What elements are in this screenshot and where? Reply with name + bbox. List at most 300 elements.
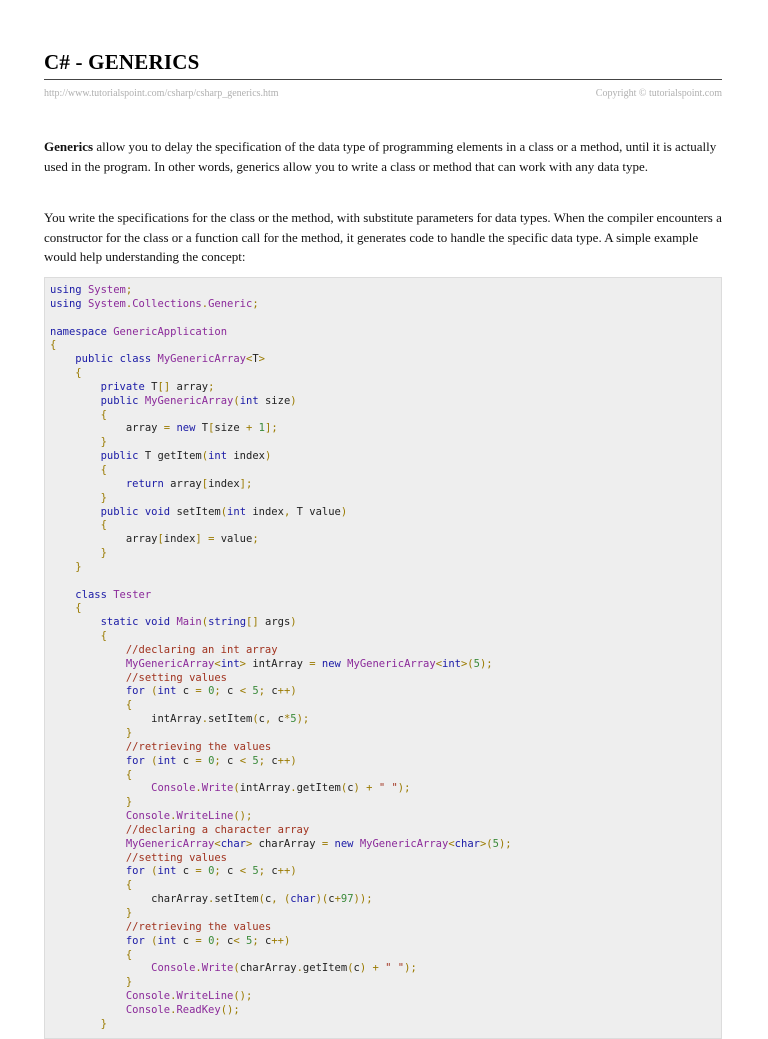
code-token: <	[239, 685, 247, 698]
code-line	[50, 478, 721, 492]
code-line	[50, 727, 721, 741]
code-token: class	[75, 588, 107, 601]
code-line	[50, 893, 721, 907]
code-token: 5	[290, 713, 297, 726]
explanation-paragraph: You write the specifications for the class or the method, with substitute parameters for data types. When the compiler encounters a constructor for the class or a function call for the method, it generates code to handle the specific data type. A simple example would help understanding the concept:	[44, 210, 722, 264]
code-token: 0	[208, 754, 215, 767]
code-token: c	[265, 865, 278, 878]
code-token: Console	[125, 1003, 171, 1016]
code-token	[50, 478, 126, 490]
code-line	[50, 298, 721, 312]
code-token	[50, 436, 101, 448]
code-token: =	[195, 685, 202, 698]
code-token	[50, 699, 126, 711]
code-token	[50, 769, 126, 781]
code-token: ;	[258, 685, 266, 698]
code-token: array	[50, 422, 164, 435]
code-token: c	[220, 685, 240, 698]
code-line	[50, 962, 721, 976]
code-token: 5	[492, 837, 499, 850]
code-token: (	[151, 685, 158, 698]
code-token: //retrieving the values	[125, 740, 272, 753]
code-token	[50, 796, 126, 808]
code-token: c	[347, 782, 354, 795]
code-token: )(	[315, 893, 329, 906]
code-token: ;	[214, 754, 221, 767]
code-token: int	[220, 657, 240, 670]
code-token: }	[125, 727, 133, 739]
code-token: );	[479, 657, 493, 670]
code-line	[50, 907, 721, 921]
code-line	[50, 1018, 721, 1032]
code-line	[50, 976, 721, 990]
code-token: char	[220, 837, 246, 850]
code-token: 0	[208, 865, 215, 878]
code-token	[50, 672, 126, 684]
code-token: []	[157, 380, 171, 393]
code-line	[50, 949, 721, 963]
code-token: {	[50, 339, 57, 352]
code-token: index	[208, 477, 240, 490]
code-line	[50, 353, 721, 367]
code-token: >	[246, 837, 253, 850]
code-token: Write	[201, 782, 234, 795]
code-token: charArray	[239, 962, 297, 975]
code-token: 5	[252, 685, 259, 698]
code-token: (	[151, 754, 158, 767]
code-token: value	[214, 533, 253, 546]
code-token: <	[448, 837, 455, 850]
code-token: (	[151, 865, 158, 878]
code-token	[50, 450, 101, 462]
code-token: (	[347, 962, 354, 975]
code-token: " "	[385, 962, 405, 975]
code-token: new	[334, 837, 354, 850]
code-token: 5	[473, 657, 480, 670]
code-token: T	[252, 353, 259, 366]
code-token: }	[100, 1017, 107, 1030]
code-token: //setting values	[125, 851, 228, 864]
code-token	[50, 935, 126, 947]
code-token: 5	[252, 754, 259, 767]
code-token: c	[258, 713, 265, 726]
code-token: (	[233, 394, 240, 407]
code-token	[50, 755, 126, 767]
code-token	[50, 865, 126, 877]
code-token: {	[100, 408, 107, 421]
code-token: .	[201, 713, 209, 726]
code-token: int	[227, 505, 247, 518]
code-token	[50, 976, 126, 988]
code-token: );	[404, 962, 417, 975]
code-token	[50, 1004, 126, 1016]
code-token: <	[239, 865, 247, 878]
code-token: .	[170, 1003, 177, 1016]
code-token: ,	[271, 893, 278, 906]
code-line	[50, 824, 721, 838]
code-token	[50, 852, 126, 864]
code-token: for	[125, 754, 145, 767]
code-token: .	[296, 962, 303, 975]
code-token: >	[239, 657, 246, 670]
code-token	[50, 353, 75, 365]
code-token: (	[233, 962, 240, 975]
code-token: ();	[233, 810, 253, 823]
code-line	[50, 644, 721, 658]
code-token	[50, 921, 126, 933]
code-token: size	[214, 422, 247, 435]
code-line	[50, 533, 721, 547]
code-token: MyGenericArray	[144, 394, 234, 407]
code-token: {	[100, 630, 107, 643]
code-token: static	[100, 616, 139, 629]
code-line	[50, 879, 721, 893]
code-token: //declaring a character array	[125, 823, 310, 836]
code-token: MyGenericArray	[359, 837, 449, 850]
code-token: )	[340, 505, 348, 518]
code-token: intArray	[246, 657, 310, 670]
code-token: public	[100, 450, 139, 463]
code-token: Tester	[113, 588, 152, 601]
code-token	[50, 824, 126, 836]
code-token: =	[163, 422, 171, 435]
code-line	[50, 685, 721, 699]
code-line	[50, 630, 721, 644]
code-token	[50, 589, 75, 601]
code-token: int	[157, 754, 177, 767]
code-line	[50, 436, 721, 450]
code-token: class	[119, 353, 152, 366]
code-line	[50, 339, 721, 353]
code-token: MyGenericArray	[125, 837, 215, 850]
code-token: [	[208, 422, 215, 435]
code-token: using	[50, 284, 82, 296]
code-token	[50, 727, 126, 739]
code-line	[50, 409, 721, 423]
code-token: c	[220, 754, 240, 767]
code-token: namespace	[50, 325, 107, 338]
code-line	[50, 741, 721, 755]
code-token: 97	[340, 893, 354, 906]
code-token: ));	[353, 893, 373, 906]
code-token: T value	[290, 505, 341, 518]
code-token: .	[170, 990, 177, 1003]
code-token	[50, 561, 75, 573]
code-line	[50, 589, 721, 603]
code-token: System	[87, 284, 126, 296]
code-token: (	[233, 782, 240, 795]
code-token: intArray	[239, 782, 291, 795]
intro-paragraph	[44, 137, 722, 176]
code-token: .	[290, 782, 297, 795]
code-token: c	[271, 713, 284, 726]
code-token: c	[176, 685, 196, 698]
code-token: void	[144, 616, 171, 629]
code-token	[50, 685, 126, 697]
code-line	[50, 1004, 721, 1018]
code-token: MyGenericArray	[347, 657, 436, 670]
code-token: Write	[201, 962, 234, 975]
code-token: (	[201, 450, 209, 463]
code-token: .	[125, 297, 133, 310]
page-title: C# - GENERICS	[44, 50, 200, 74]
code-token: ];	[265, 422, 278, 435]
code-token: .	[195, 962, 202, 975]
code-line	[50, 769, 721, 783]
code-token: ];	[239, 477, 253, 490]
code-line	[50, 284, 721, 298]
code-token: )	[290, 394, 297, 407]
code-token	[50, 367, 75, 379]
code-token: System	[87, 297, 126, 310]
code-token: ;	[252, 934, 259, 947]
code-token: c	[265, 754, 278, 767]
code-line	[50, 492, 721, 506]
code-line	[50, 838, 721, 852]
code-line	[50, 990, 721, 1004]
code-token: public	[75, 353, 114, 366]
code-token	[50, 381, 101, 393]
code-token: //declaring an int array	[125, 643, 278, 656]
code-token: 1	[258, 422, 265, 435]
code-token: private	[100, 380, 145, 393]
code-token: )	[353, 782, 360, 795]
code-token: =	[321, 837, 329, 850]
code-token: {	[125, 879, 133, 892]
code-token: GenericApplication	[113, 325, 228, 338]
code-token	[50, 630, 101, 642]
code-line	[50, 852, 721, 866]
code-token: Generic	[208, 297, 253, 310]
code-token: charArray	[50, 893, 209, 906]
code-line	[50, 506, 721, 520]
title-divider	[44, 79, 722, 80]
code-token	[50, 409, 101, 421]
code-token: charArray	[252, 837, 322, 850]
source-url[interactable]: http://www.tutorialspoint.com/csharp/csharp_generics.htm	[44, 88, 279, 99]
code-token: T getItem	[138, 450, 202, 463]
page-meta	[44, 88, 722, 99]
code-token: c	[176, 865, 196, 878]
code-token: <	[214, 657, 221, 670]
code-token: setItem	[170, 505, 221, 518]
code-token: Collections	[132, 297, 202, 310]
code-token: <	[435, 657, 443, 670]
code-token	[50, 519, 101, 531]
code-token: }	[125, 796, 133, 809]
code-line	[50, 699, 721, 713]
code-token: .	[208, 893, 215, 906]
code-token: ;	[214, 865, 221, 878]
code-token: ++)	[277, 685, 297, 698]
code-token: [	[157, 533, 164, 546]
code-token: int	[442, 657, 461, 670]
code-token: (	[340, 782, 348, 795]
code-token: c	[220, 934, 234, 947]
code-token: string	[208, 616, 247, 629]
code-token: =	[309, 657, 316, 670]
code-token	[50, 990, 126, 1002]
code-token: char	[454, 837, 480, 850]
code-token: ReadKey	[176, 1003, 221, 1016]
code-token: int	[157, 685, 177, 698]
code-line	[50, 312, 721, 326]
code-token	[50, 962, 151, 974]
code-token: c	[176, 754, 196, 767]
code-token: (	[283, 893, 291, 906]
code-token: +	[366, 782, 373, 795]
code-token: (	[220, 505, 228, 518]
code-token	[50, 464, 101, 476]
code-token: .	[201, 297, 209, 310]
code-token	[50, 810, 126, 822]
code-token: c	[264, 893, 272, 906]
code-token: {	[75, 367, 82, 380]
code-token: new	[176, 422, 196, 435]
code-token	[50, 506, 101, 518]
code-token: ;	[214, 685, 221, 698]
code-token: 5	[246, 934, 253, 947]
code-token	[50, 492, 101, 504]
code-token: ;	[125, 284, 133, 296]
code-token: *	[283, 713, 291, 726]
code-line	[50, 547, 721, 561]
code-token: {	[125, 948, 133, 961]
code-token: args	[258, 616, 291, 629]
code-line	[50, 464, 721, 478]
code-token: .	[195, 782, 202, 795]
code-token: WriteLine	[176, 990, 234, 1003]
code-token: {	[125, 768, 133, 781]
code-block	[44, 277, 722, 1039]
code-token: " "	[378, 782, 398, 795]
code-line	[50, 810, 721, 824]
code-line	[50, 921, 721, 935]
code-token: for	[125, 685, 145, 698]
code-token: {	[125, 699, 133, 712]
code-token: >	[258, 353, 265, 366]
code-token: }	[125, 906, 133, 919]
code-token: }	[100, 547, 107, 560]
code-token: ;	[252, 297, 259, 310]
code-token: }	[100, 436, 107, 449]
code-line	[50, 672, 721, 686]
code-token	[50, 949, 126, 961]
code-token: ;	[258, 865, 266, 878]
code-token: c	[328, 893, 335, 906]
code-token: array	[170, 380, 209, 393]
code-token	[50, 644, 126, 656]
code-token: ();	[220, 1003, 240, 1016]
code-token: (	[258, 893, 265, 906]
code-token: public	[100, 505, 139, 518]
code-token: Console	[151, 782, 196, 795]
code-token: index	[246, 505, 284, 518]
code-token: ++)	[277, 865, 297, 878]
code-token: 0	[208, 685, 215, 698]
intro-text: allow you to delay the specification of the data type of programming elements in a class or a method, until it is actually used in the program. In other words, generics allow you to write a class or method that can work with any data type.	[44, 139, 717, 174]
code-token: ;	[252, 533, 259, 546]
code-token	[50, 838, 126, 850]
code-token: T	[144, 380, 158, 393]
code-token: return	[125, 477, 164, 490]
code-token: +	[334, 893, 341, 906]
code-line	[50, 935, 721, 949]
code-token: ++)	[271, 934, 291, 947]
code-line	[50, 422, 721, 436]
code-token: ++)	[277, 754, 297, 767]
code-token: c	[220, 865, 240, 878]
code-token	[50, 741, 126, 753]
code-token: 0	[208, 934, 215, 947]
code-token: index	[227, 450, 265, 463]
code-line	[50, 381, 721, 395]
code-token: index	[163, 533, 196, 546]
code-token: c	[176, 934, 196, 947]
code-line	[50, 796, 721, 810]
code-token: intArray	[50, 713, 202, 726]
code-token: }	[75, 560, 82, 573]
code-line	[50, 602, 721, 616]
code-token: int	[239, 394, 259, 407]
code-token: MyGenericArray	[157, 353, 247, 366]
code-line	[50, 616, 721, 630]
generics-term: Generics	[44, 139, 94, 154]
code-token	[50, 547, 101, 559]
code-token: ]	[195, 533, 202, 546]
code-token: int	[157, 865, 177, 878]
code-token: <	[239, 754, 247, 767]
code-token: []	[246, 616, 259, 629]
code-token: {	[100, 463, 107, 476]
code-token: 5	[252, 865, 259, 878]
code-token: array	[163, 477, 202, 490]
code-token: getItem	[296, 782, 341, 795]
code-line	[50, 561, 721, 575]
code-token: ;	[214, 934, 221, 947]
code-token: ,	[264, 713, 272, 726]
code-token: )	[359, 962, 367, 975]
code-token: Console	[125, 810, 171, 823]
code-token: ,	[283, 505, 291, 518]
code-token: public	[100, 394, 139, 407]
code-token: int	[208, 450, 228, 463]
code-token: for	[125, 865, 145, 878]
code-token: setItem	[208, 713, 253, 726]
code-token: .	[170, 810, 177, 823]
code-listing	[45, 278, 721, 1032]
code-token: >(	[460, 657, 474, 670]
code-token: int	[157, 934, 177, 947]
code-token: {	[75, 602, 82, 615]
code-token	[50, 782, 151, 794]
code-token: new	[321, 657, 341, 670]
code-token	[50, 879, 126, 891]
code-line	[50, 395, 721, 409]
code-token: (	[201, 616, 209, 629]
code-token: //setting values	[125, 671, 228, 684]
code-token: //retrieving the values	[125, 920, 272, 933]
code-token: );	[397, 782, 411, 795]
code-token: )	[264, 450, 272, 463]
code-token: =	[195, 754, 202, 767]
code-line	[50, 367, 721, 381]
code-token: ();	[233, 990, 253, 1003]
code-line	[50, 782, 721, 796]
code-token: +	[372, 962, 379, 975]
code-token: [	[201, 477, 209, 490]
code-token: <	[233, 934, 240, 947]
